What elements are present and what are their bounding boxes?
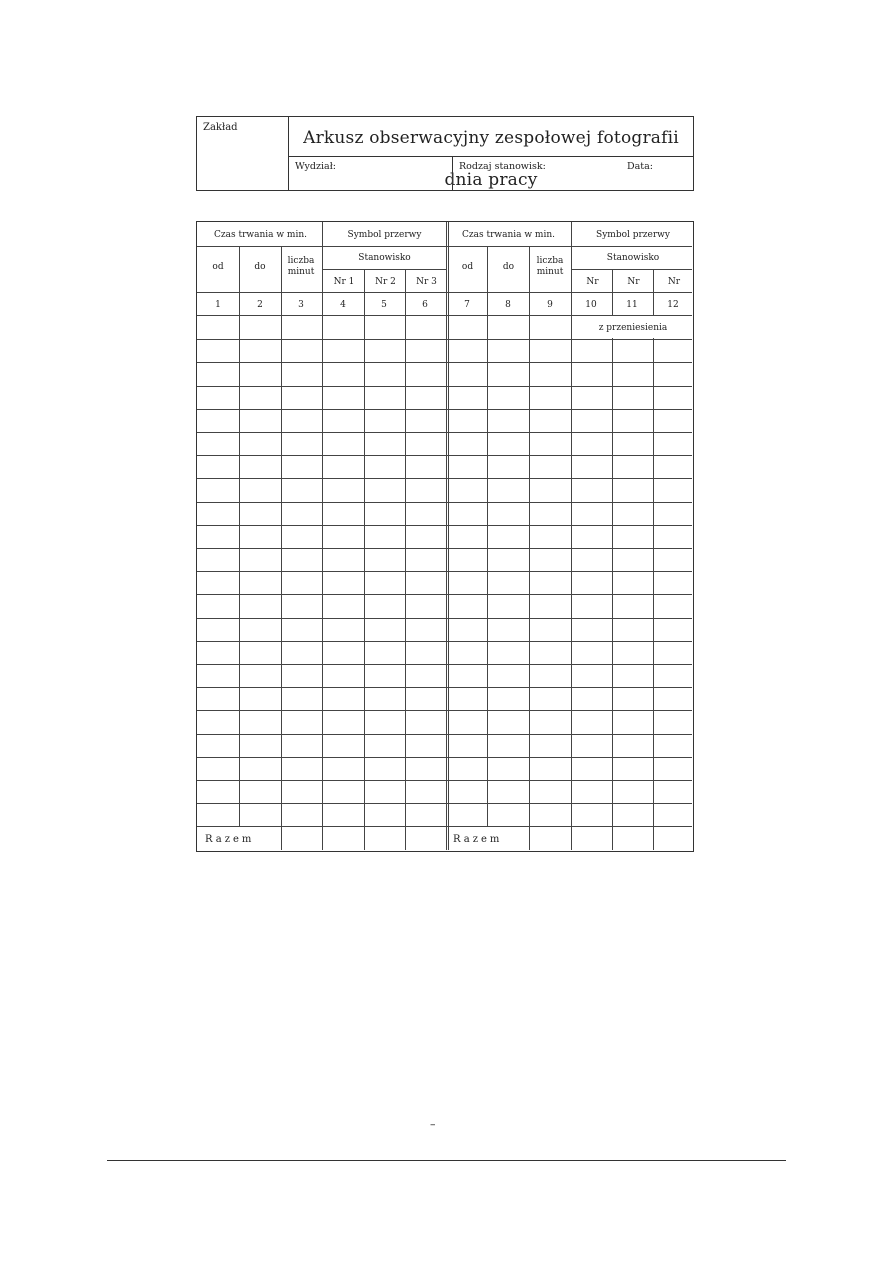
- column-number-7: 7: [464, 300, 470, 310]
- razem-divider: [197, 826, 692, 827]
- row-divider: [197, 386, 692, 387]
- form-header: [196, 116, 694, 191]
- row-divider: [197, 664, 692, 665]
- do-header-right: do: [502, 262, 515, 272]
- column-number-12: 12: [667, 300, 679, 310]
- row-divider: [197, 641, 692, 642]
- row-divider: [197, 339, 692, 340]
- col-divider: [487, 246, 488, 826]
- row-divider: [197, 780, 692, 781]
- rodzaj-stanowisk-field: Rodzaj stanowisk:: [459, 161, 546, 172]
- col-divider: [322, 222, 323, 850]
- column-number-9: 9: [547, 300, 553, 310]
- row-divider: [197, 478, 692, 479]
- row-divider: [197, 548, 692, 549]
- stanowisko-divider-left: [322, 269, 446, 270]
- col-divider: [529, 246, 530, 850]
- row-divider: [197, 734, 692, 735]
- z-przeniesienia-label: z przeniesienia: [598, 323, 668, 333]
- od-header-left: od: [212, 262, 224, 272]
- nr-header-11: Nr: [627, 277, 640, 287]
- header-fields-row: [289, 157, 693, 190]
- header-bottom-divider: [197, 292, 692, 293]
- col-divider: [281, 246, 282, 850]
- column-number-1: 1: [215, 300, 221, 310]
- nr1-header: Nr 1: [333, 277, 355, 287]
- zaklad-cell: [197, 117, 289, 190]
- column-number-8: 8: [505, 300, 511, 310]
- symbol-przerwy-header-left: Symbol przerwy: [347, 230, 422, 240]
- row-divider: [197, 409, 692, 410]
- symbol-przerwy-header-right: Symbol przerwy: [596, 230, 670, 240]
- row-divider: [197, 710, 692, 711]
- column-number-3: 3: [298, 300, 304, 310]
- zaklad-label: Zakład: [203, 122, 238, 133]
- row-divider: [197, 618, 692, 619]
- footer-rule: [107, 1160, 786, 1161]
- col-divider: [612, 269, 613, 850]
- wydzial-field: Wydział:: [289, 157, 453, 190]
- column-number-2: 2: [257, 300, 263, 310]
- column-number-10: 10: [585, 300, 597, 310]
- col-divider: [239, 246, 240, 826]
- row-divider: [197, 432, 692, 433]
- column-number-5: 5: [381, 300, 387, 310]
- czas-trwania-header-right: Czas trwania w min.: [462, 230, 555, 240]
- nr-header-12: Nr: [667, 277, 681, 287]
- stanowisko-divider-right: [571, 269, 692, 270]
- row-divider: [197, 571, 692, 572]
- form-title: Arkusz obserwacyjny zespołowej fotografii dnia pracy: [289, 117, 693, 157]
- razem-label-right: Razem: [453, 834, 503, 845]
- observation-table: [196, 221, 694, 852]
- razem-label-left: Razem: [205, 834, 255, 845]
- column-number-11: 11: [626, 300, 638, 310]
- row-divider: [197, 502, 692, 503]
- header-divider: [197, 246, 692, 247]
- column-number-6: 6: [422, 300, 428, 310]
- data-field: Data:: [627, 161, 653, 172]
- col-divider: [364, 269, 365, 850]
- nr3-header: Nr 3: [416, 277, 437, 287]
- od-header-right: od: [461, 262, 474, 272]
- row-divider: [197, 687, 692, 688]
- row-divider: [197, 455, 692, 456]
- nr-header-10: Nr: [586, 277, 599, 287]
- col-divider: [653, 269, 654, 850]
- row-divider: [197, 525, 692, 526]
- nr2-header: Nr 2: [375, 277, 396, 287]
- liczba-minut-header-left: liczba minut: [287, 256, 315, 277]
- column-number-4: 4: [340, 300, 346, 310]
- do-header-left: do: [254, 262, 266, 272]
- stanowisko-header-right: Stanowisko: [606, 253, 660, 263]
- row-divider: [197, 362, 692, 363]
- stanowisko-header-left: Stanowisko: [358, 253, 411, 263]
- col-divider: [405, 269, 406, 850]
- liczba-minut-header-right: liczba minut: [536, 256, 564, 277]
- page-number: –: [430, 1118, 436, 1131]
- row-divider: [197, 594, 692, 595]
- row-divider: [197, 757, 692, 758]
- center-divider: [446, 222, 447, 850]
- row-divider: [197, 803, 692, 804]
- center-divider-double: [448, 222, 449, 850]
- czas-trwania-header-left: Czas trwania w min.: [214, 230, 307, 240]
